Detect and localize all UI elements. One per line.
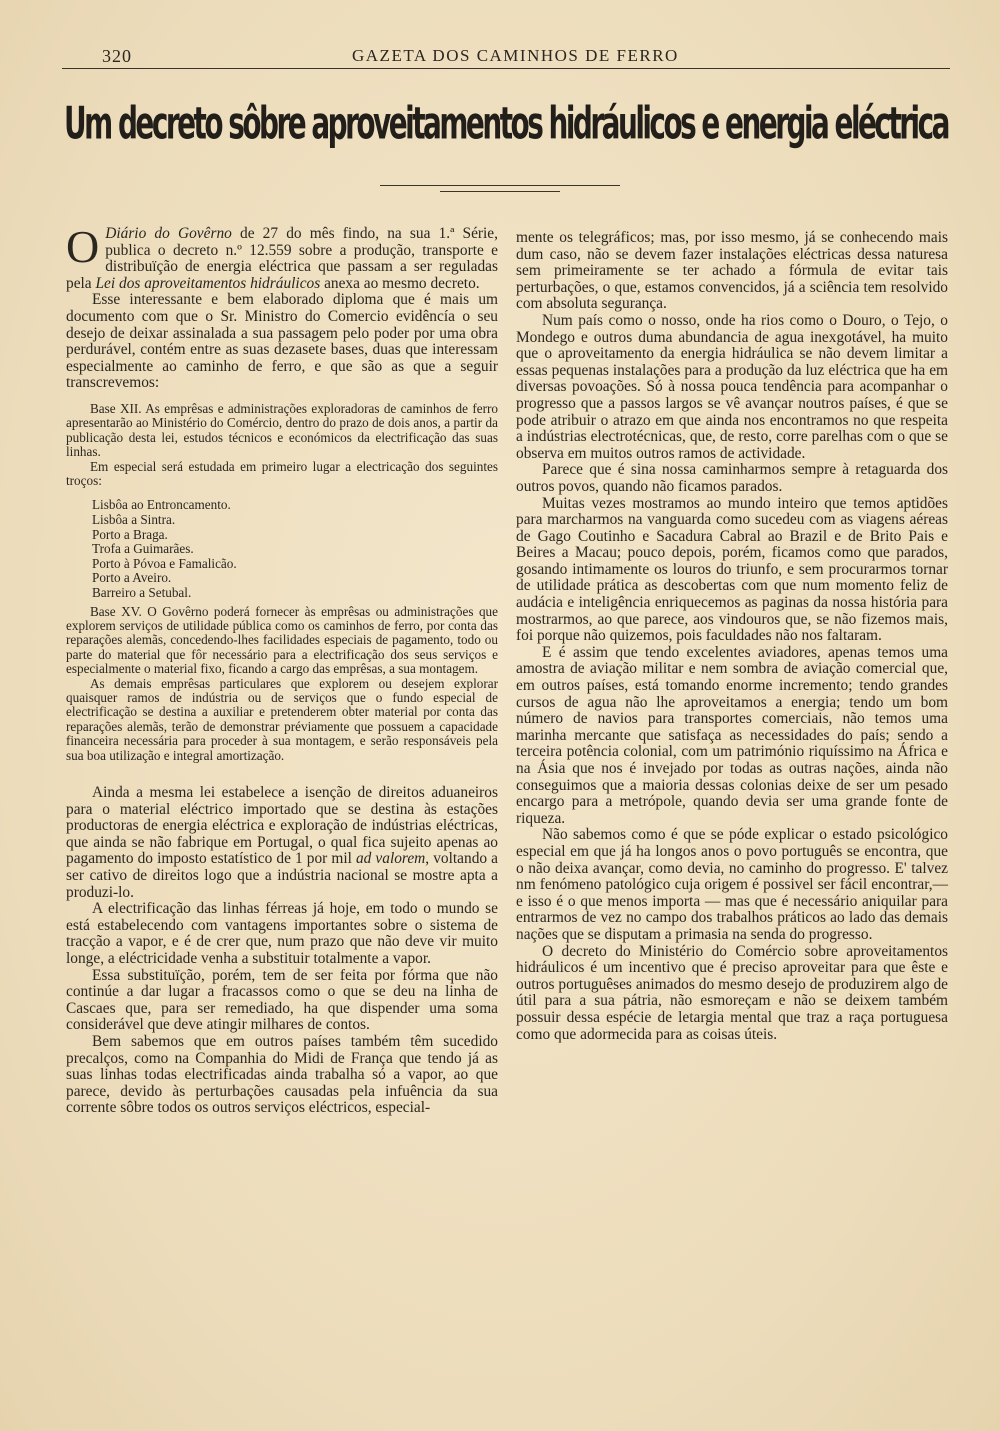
publication-name: Diário do Govêrno xyxy=(105,225,232,242)
journal-name: GAZETA DOS CAMINHOS DE FERRO xyxy=(352,46,679,65)
paragraph-text: anexa ao mesmo decreto. xyxy=(320,274,480,292)
article-paragraph: mente os telegráficos; mas, por isso mesmo, já se conhecendo mais dum caso, não se devem fazer instalações eléctricas dessa naturesa sem primeiramente se ter achado a fórmula de evitar tais perturbações, o que, estamos convencidos, já a sciência tem resolvido com absoluta segurança. xyxy=(516,229,948,313)
list-item: Porto a Aveiro. xyxy=(92,570,172,586)
article-paragraph xyxy=(66,221,498,292)
latin-term: ad valorem xyxy=(355,850,426,868)
right-column xyxy=(516,230,948,1043)
title-rule-short xyxy=(440,191,560,192)
article-paragraph: Bem sabemos que em outros países também têm sucedido precalços, como na Companhia do Midi de França que tendo já as suas linhas todas electrificadas ainda trabalha só a vapor, ao que parece, devido às perturbações causadas pela infuência da sua corrente sôbre todos os outros serviços eléctricos, especial- xyxy=(66,1032,498,1117)
law-name: Lei dos aproveitamentos hidráulicos xyxy=(95,274,321,292)
list-item: Trofa a Guimarães. xyxy=(92,541,194,557)
decree-paragraph: Em especial será estudada em primeiro lugar a electricação dos seguintes troços: xyxy=(66,458,498,488)
article-paragraph: Não sabemos como é que se póde explicar o estado psicológico especial em que já ha longos anos o povo português se encontra, que o não deixa avançar, como devia, no caminho do progresso. E' talvez nm fenómeno patológico cuja origem é possivel ser fácil encontrar,—e isso é o que menos importa — mas que é necessário aniquilar para entrarmos de vez no campo dos trabalhos práticos ao lado das demais nações que se disputam a primasia na senda do progresso. xyxy=(516,826,948,943)
list-item: Porto a Braga. xyxy=(92,526,168,542)
article-paragraph: Esse interessante e bem elaborado diploma que é mais um documento com que o Sr. Ministro do Comercio evidêncía o seu desejo de deixar assinalada a sua passagem pelo poder por uma obra perdurável, contém entre as suas dezasete bases, duas que interessam especialmente ao caminho de ferro, e que são as que a seguir transcrevemos: xyxy=(66,291,498,392)
article-paragraph: Parece que é sina nossa caminharmos sempre à retaguarda dos outros povos, quando não ficamos parados. xyxy=(516,461,948,495)
list-item: Lisbôa ao Entroncamento. xyxy=(92,497,231,513)
list-item: Porto à Póvoa e Famalicão. xyxy=(92,555,237,571)
paragraph-text: , voltando a ser cativo de direitos logo que a indústria nacional se mostre apta a produzi-lo. xyxy=(66,850,498,901)
page-number: 320 xyxy=(102,46,132,66)
railway-sections-list xyxy=(92,498,498,600)
list-item: Barreiro a Setubal. xyxy=(92,584,192,600)
decree-base-xii: Base XII. As emprêsas e administrações exploradoras de caminhos de ferro apresentarão ao Ministério do Comércio, dentro do prazo de dois anos, a partir da publicação desta lei, estudos técnicos e económicos da electrificação das suas linhas. xyxy=(66,400,498,460)
paragraph-text: de 27 do mês findo, na sua 1.ª Série, publica o decreto n.º 12.559 sobre a produção, transporte e distribuïção de energia eléctrica que passam a ser reguladas pela xyxy=(66,225,498,292)
article-paragraph: O decreto do Ministério do Comércio sobre aproveitamentos hidráulicos é um incentivo que é preciso aproveitar para que êste e outros portuguêses animados do mesmo desejo de produzirem algo de útil para a sua pátria, não esmoreçam e não se deixem também possuir dessa espécie de letargia mental que traz a raça portuguesa como que adormecida para as coisas úteis. xyxy=(516,942,948,1043)
paragraph-text: Ainda a mesma lei estabelece a isenção de direitos aduaneiros para o material eléctrico importado que se destina às estações productoras de energia eléctrica e exploração de indústrias eléctricas, que ainda se não fabrique em Portugal, o qual fica sujeito apenas ao pagamento do imposto estatístico de 1 por mil xyxy=(66,784,498,868)
article-paragraph: A electrificação das linhas férreas já hoje, em todo o mundo se está estabelecendo com vantagens importantes sobre o sistema de tracção a vapor, e é de crer que, num prazo que não deve vir muito longe, a eléctricidade venha a substituir totalmente a vapor. xyxy=(66,900,498,967)
article-title: Um decreto sôbre aproveitamentos hidráulicos e energia eléctrica xyxy=(64,97,948,151)
article-paragraph xyxy=(66,785,498,901)
drop-cap: O xyxy=(66,221,100,272)
decree-excerpt xyxy=(66,402,498,763)
left-column xyxy=(66,221,498,1117)
decree-paragraph: As demais emprêsas particulares que explorem ou desejem explorar quaisquer ramos de indústria ou de serviços que o fundo especial de electrificação se destina a auxiliar e pretenderem obter material por conta das reparações alemãs, terão de demonstrar préviamente que possuem a capacidade financeira necessária para proceder à sua montagem, e serão responsáveis pela sua boa utilização e integral amortização. xyxy=(66,675,498,763)
article-paragraph: Num país como o nosso, onde ha rios como o Douro, o Tejo, o Mondego e outros duma abundancia de agua inexgotável, ha muito que o aproveitamento da energia hidráulica se não devem limitar a essas pequenas instalações para a produção da luz eléctrica que ha em diversas povoações. Só à nossa pouca tendência para acompanhar o progresso que a passos largos se vê avançar noutros países, é que se pode atribuir o atrazo em que ainda nos encontramos no que respeita a indústrias electrotécnicas, que, de resto, corre parelhas com o que se observa em muitos outros ramos de actividade. xyxy=(516,311,948,462)
title-rule xyxy=(380,185,620,186)
article-paragraph: Muitas vezes mostramos ao mundo inteiro que temos aptidões para marcharmos na vanguarda como sucedeu com as viagens aéreas de Gago Coutinho e Sacadura Cabral ao Brazil e de Brito Pais e Beires a Macau; pouco depois, porém, ficamos como que parados, gosando intimamente os louros do triunfo, e sem procurarmos tornar de utilidade prática as descobertas com que num momento feliz de audácia e inteligência enriquecemos as paginas da nossa história para mostrarmos, ao que parece, aos vindouros que, se não fizemos mais, foi porque não quizemos, pois faculdades não nos faltaram. xyxy=(516,494,948,645)
spacer xyxy=(66,763,498,785)
list-item: Lisbôa a Sintra. xyxy=(92,511,176,527)
decree-base-xv: Base XV. O Govêrno poderá fornecer às emprêsas ou administrações que explorem serviços de utilidade pública como os caminhos de ferro, por conta das reparações alemãs, concedendo-lhes facilidades especiais de pagamento, todo ou parte do material que fôr necessário para a electrificação dos seus serviços e especialmente o material fixo, ficando a cargo das emprêsas, a sua montagem. xyxy=(66,603,498,677)
article-paragraph: E é assim que tendo excelentes aviadores, apenas temos uma amostra de aviação militar e nem sombra de aviação comercial que, em outros países, está tomando enorme incremento; tendo grandes cursos de agua não lhe aproveitamos a energia; tendo um bom número de navios para transportes comerciais, não temos uma marinha mercante que satisfaça as necessidades do país; sendo a terceira potência colonial, com um património riquíssimo na África e na Ásia que nos é invejado por todas as outras nações, ainda não conseguimos que a maioria dessas colonias deixe de ser um pesado encargo para a metrópole, quando devia ser uma grande fonte de riqueza. xyxy=(516,643,948,827)
article-paragraph: Essa substituïção, porém, tem de ser feita por fórma que não continúe a dar lugar a fracassos como o que se deu na linha de Cascaes que, para ser remediado, ha que dispender uma soma considerável que deve atingir milhares de contos. xyxy=(66,966,498,1034)
